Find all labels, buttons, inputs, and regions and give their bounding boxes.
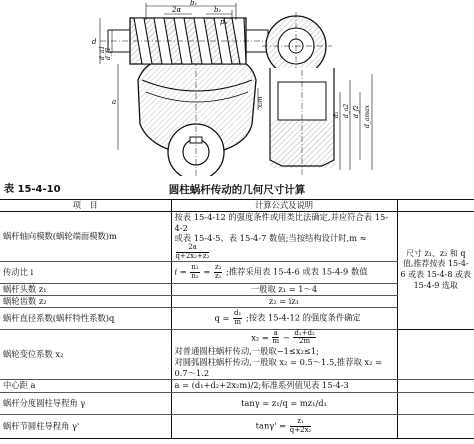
fraction: $\frac{\text{n₁}}{\text{n₂}}$ [191,262,199,280]
row-item: 蜗杆分度圆柱导程角 γ [0,392,171,414]
formula-line: 0.7～1.2 [174,367,210,378]
worm-gear-drawing [0,0,474,176]
note-empty [397,392,474,414]
table-row [0,414,474,438]
table-title: 圆柱蜗杆传动的几何尺寸计算 [168,184,306,196]
formula-line: 对圆弧圆柱蜗杆传动,一般取 x₂ = 0.5～1.5,推荐取 x₂ = [174,356,383,367]
formula-line [175,233,394,260]
row-item: 蜗杆轴向模数(蜗轮端面模数)m [0,211,171,261]
label-a: a [112,98,117,106]
row-formula: i = $\frac{\text{n₁}}{\text{n₂}}$ = $\frac{\text{z₂}}{\text{z₁}}$ ;推荐采用表 15-4-6 或表 15-4-9 数值 [171,261,397,283]
worm-gear-diagram [0,0,474,176]
label-df2: d_f2 [353,105,360,118]
row-formula: q = $\frac{\text{d₁}}{m}$ ;按表 15-4-12 的强度条件确定 [171,307,397,329]
row-formula [171,211,397,261]
row-item: 蜗杆直径系数(蜗杆特性系数)q [0,307,171,329]
row-item: 蜗杆节圆柱导程角 γ' [0,414,171,438]
table-row [0,211,474,261]
header-item: 项 目 [0,200,171,212]
fraction: $\frac{\text{d₁}}{m}$ [234,308,242,326]
label-da2: d_a2 [343,103,350,118]
fraction: $\frac{2a}{\text{q+2x₂+z₂}}$ [175,243,210,260]
table-number: 表 15-4-10 [4,184,61,195]
label-d-left: d [92,38,97,46]
formula-line: 对普通圆柱蜗杆传动,一般取−1≤x₂≤1; [174,346,319,357]
label-d2: d₂ [333,111,340,118]
row-formula: tanγ = z₁/q = mz₁/d₁ [171,392,397,414]
header-formula: 计算公式及说明 [171,200,397,212]
row-item: 传动比 i [0,261,171,283]
worm-wheel-side-view [262,12,334,176]
row-item: 蜗轮齿数 z₂ [0,295,171,307]
row-formula: tanγ' = $\frac{\text{z₁}}{\text{q+2x₂}}$ [171,414,397,438]
formula-line: 按表 15-4-12 的强度条件或用类比法确定,并应符合表 15-4-2 [174,211,389,233]
label-damax: d_amax [364,104,371,128]
label-x2m: x₂m [257,96,264,108]
formula-line: x₂ = $\frac{a}{m}$ − $\frac{\text{d₁+d₂}}{2m}$ [251,328,315,346]
row-formula: a = (d₁+d₂+2x₂m)/2;标准系列值见表 15-4-3 [171,379,397,392]
table-row [0,379,474,392]
table-row [0,392,474,414]
label-b2: b₂ [214,6,222,14]
label-pa: pₐ [220,18,228,26]
fraction: $\frac{a}{m}$ [272,328,280,346]
table-row [0,329,474,379]
label-b1: b₁ [190,0,198,7]
note-cell: 尺寸 z₁、z₂ 和 q 值,推荐按表 15-4-6 或表 15-4-8 或表 15-4-9 选取 [397,211,474,329]
geometry-table [0,199,474,439]
worm-wheel-front-view [138,60,256,176]
row-item: 蜗杆头数 z₁ [0,283,171,295]
fraction: $\frac{\text{z₁}}{\text{q+2x₂}}$ [289,416,312,434]
label-da1: d_a1 [99,45,106,60]
header-note [397,200,474,212]
fraction: $\frac{\text{d₁+d₂}}{2m}$ [294,328,315,346]
row-item: 中心距 a [0,379,171,392]
label-2alpha: 2α [172,6,182,14]
row-formula: z₂ = iz₁ [171,295,397,307]
fraction: $\frac{\text{z₂}}{\text{z₁}}$ [214,262,222,280]
note-empty [397,379,474,392]
formula-text: 或表 15-4-5、表 15-4-7 数值;当按结构设计时,m ≈ [174,233,367,244]
label-df1: d_f1 [105,47,112,60]
note-empty [397,414,474,438]
note-empty [397,329,474,379]
row-formula: 一般取 z₁ = 1～4 [171,283,397,295]
table-caption [0,181,474,199]
row-formula [171,329,397,379]
worm-shaft [100,18,276,64]
table-header-row [0,200,474,212]
row-item: 蜗轮变位系数 x₂ [0,329,171,379]
